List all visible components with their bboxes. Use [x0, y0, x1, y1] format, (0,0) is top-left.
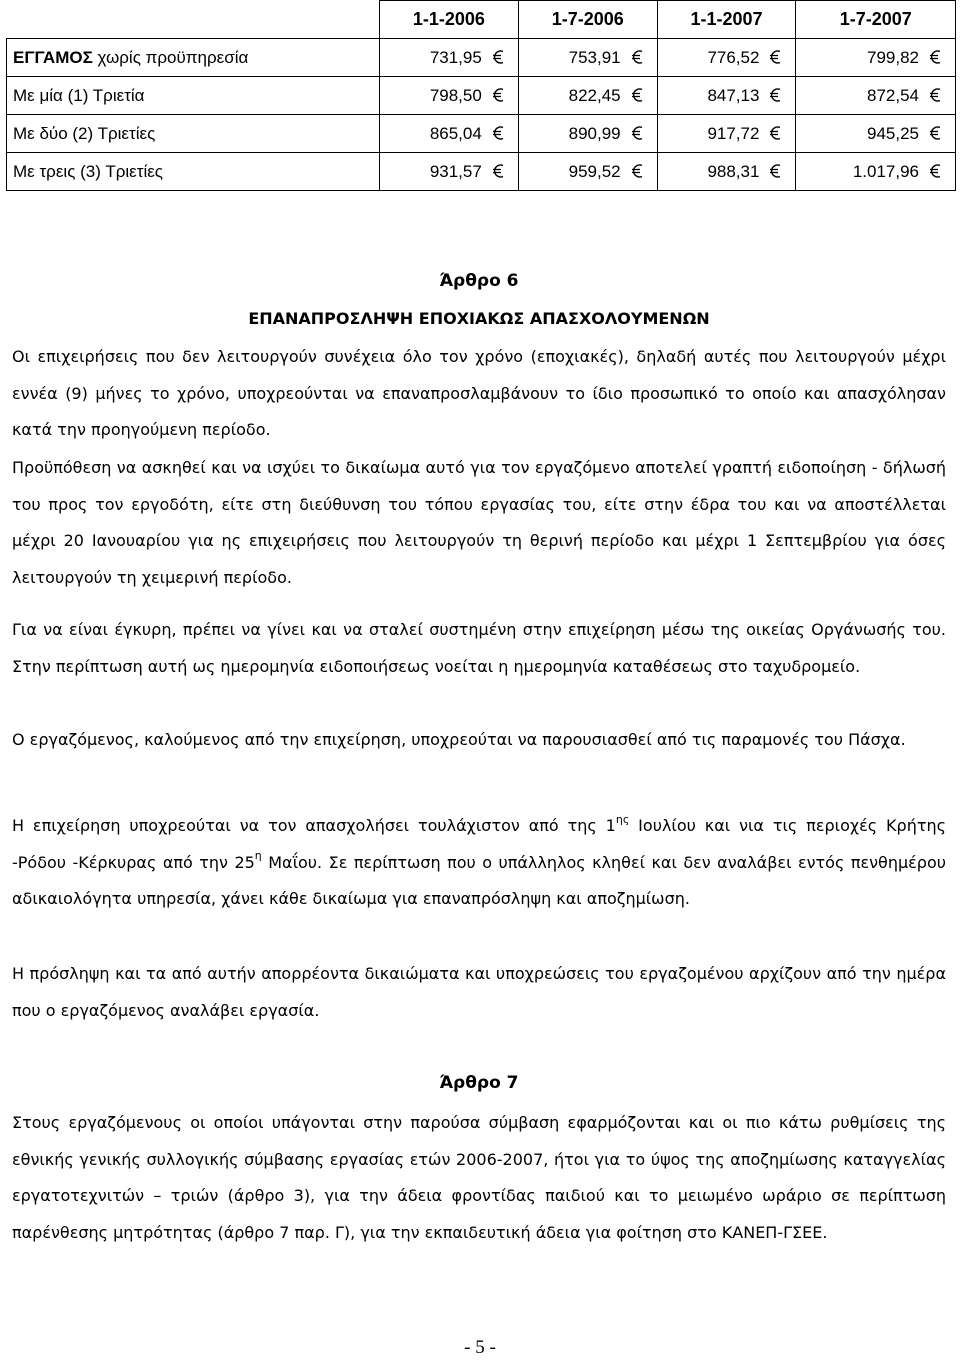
table-row — [7, 115, 956, 153]
table-cell — [796, 153, 956, 191]
cell-value: 890,99 — [568, 123, 621, 143]
row-label — [7, 77, 380, 115]
row-label-bold: ΕΓΓΑΜΟΣ — [13, 47, 93, 67]
euro-icon — [631, 87, 645, 103]
table-cell — [380, 115, 519, 153]
table-cell — [518, 77, 657, 115]
paragraph-text: Ιουλίου και νια τις περιοχές Κρήτης -Ρόδου -Κέρκυρας από την 25 — [12, 816, 947, 872]
cell-value: 731,95 — [429, 47, 482, 67]
euro-icon — [492, 163, 506, 179]
row-label — [7, 115, 380, 153]
cell-value: 798,50 — [429, 85, 482, 105]
cell-value: 931,57 — [429, 161, 482, 181]
column-header: 1-1-2006 — [380, 1, 519, 39]
column-header: 1-7-2007 — [796, 1, 956, 39]
table-cell — [518, 115, 657, 153]
euro-icon — [492, 87, 506, 103]
table-row — [7, 39, 956, 77]
cell-value: 753,91 — [568, 47, 621, 67]
euro-icon — [929, 49, 943, 65]
cell-value: 799,82 — [867, 47, 919, 67]
table-cell — [380, 153, 519, 191]
row-label-text: Με μία (1) Τριετία — [13, 85, 145, 105]
article6-paragraph-4: Ο εργαζόμενος, καλούμενος από την επιχείρηση, υποχρεούται να παρουσιασθεί από τις παραμονές του Πάσχα. — [12, 730, 906, 749]
table-cell — [796, 39, 956, 77]
cell-value: 776,52 — [707, 47, 760, 67]
euro-icon — [929, 163, 943, 179]
table-cell — [796, 115, 956, 153]
paragraph-text: Η επιχείρηση υποχρεούται να τον απασχολήσει τουλάχιστον από της 1 — [12, 816, 616, 835]
row-label-text: χωρίς προϋπηρεσία — [92, 47, 249, 67]
table-row — [7, 77, 956, 115]
euro-icon — [631, 49, 645, 65]
page-number: - 5 - — [464, 1337, 496, 1358]
euro-icon — [492, 49, 506, 65]
table-cell — [380, 77, 519, 115]
cell-value: 945,25 — [867, 123, 919, 143]
table-header-row — [7, 1, 956, 39]
table-cell — [657, 39, 796, 77]
table-cell — [657, 115, 796, 153]
cell-value: 959,52 — [568, 161, 621, 181]
cell-value: 822,45 — [568, 85, 621, 105]
euro-icon — [929, 125, 943, 141]
cell-value: 847,13 — [707, 85, 760, 105]
table-cell — [657, 77, 796, 115]
article6-title: Άρθρο 6 — [439, 271, 519, 291]
paragraph-text: Μαΐου. Σε περίπτωση που ο υπάλληλος κληθεί και δεν αναλάβει εντός πενθημέρου αδικαιολόγητα υπηρεσία, χάνει κάθε δικαίωμα για επαναπρόσληψη και αποζημίωση. — [12, 852, 946, 908]
euro-icon — [492, 125, 506, 141]
article7-paragraph-1: Στους εργαζόμενους οι οποίοι υπάγονται στην παρούσα σύμβαση εφαρμόζονται και οι πιο κάτω ρυθμίσεις της εθνικής γενικής συλλογικής σύμβασης εργασίας ετών 2006-2007, ήτοι για το ύψος της αποζημίωσης καταγγελίας εργατοτεχνιτών – τριών (άρθρο 3), για την άδεια φροντίδας παιδιού και το μειωμένο ωράριο σε περίπτωση παρένθεσης μητρότητας (άρθρο 7 παρ. Γ), για την εκπαιδευτική άδεια για φοίτηση στο ΚΑΝΕΠ-ΓΣΕΕ. — [12, 1113, 946, 1242]
article7-title: Άρθρο 7 — [439, 1073, 519, 1093]
cell-value: 865,04 — [429, 123, 482, 143]
table-row — [7, 153, 956, 191]
table-cell — [380, 39, 519, 77]
table-cell — [657, 153, 796, 191]
row-label-text: Με τρεις (3) Τριετίες — [13, 161, 163, 181]
ordinal-suffix: ης — [615, 812, 630, 826]
column-header: 1-7-2006 — [518, 1, 657, 39]
salary-table — [6, 0, 956, 191]
article6-paragraph-6: Η πρόσληψη και τα από αυτήν απορρέοντα δικαιώματα και υποχρεώσεις του εργαζομένου αρχίζουν από την ημέρα που ο εργαζόμενος αναλάβει εργασία. — [12, 964, 946, 1020]
article6-paragraph-3: Για να είναι έγκυρη, πρέπει να γίνει και να σταλεί συστημένη στην επιχείρηση μέσω της οικείας Οργάνωσής του. Στην περίπτωση αυτή ως ημερομηνία ειδοποιήσεως νοείται η ημερομηνία καταθέσεως στο ταχυδρομείο. — [12, 620, 946, 676]
article6-subtitle: ΕΠΑΝΑΠΡΟΣΛΗΨΗ ΕΠΟΧΙΑΚΩΣ ΑΠΑΣΧΟΛΟΥΜΕΝΩΝ — [248, 309, 710, 328]
column-header: 1-1-2007 — [657, 1, 796, 39]
cell-value: 917,72 — [707, 123, 760, 143]
cell-value: 988,31 — [707, 161, 760, 181]
table-cell — [518, 153, 657, 191]
row-label — [7, 39, 380, 77]
article6-paragraph-1: Οι επιχειρήσεις που δεν λειτουργούν συνέχεια όλο τον χρόνο (εποχιακές), δηλαδή αυτές που λειτουργούν μέχρι εννέα (9) μήνες το χρόνο, υποχρεούνται να επαναπροσλαμβάνουν το ίδιο προσωπικό το οποίο και απασχόλησαν κατά την προηγούμενη περίοδο. — [12, 347, 946, 439]
euro-icon — [769, 87, 783, 103]
euro-icon — [769, 125, 783, 141]
article6-paragraph-2: Προϋπόθεση να ασκηθεί και να ισχύει το δικαίωμα αυτό για τον εργαζόμενο αποτελεί γραπτή ειδοποίηση - δήλωσή του προς τον εργοδότη, είτε στη διεύθυνση του τόπου εργασίας του, είτε στην έδρα του και να αποστέλλεται μέχρι 20 Ιανουαρίου για ης επιχειρήσεις που λειτουργούν τη θερινή περίοδο και μέχρι 1 Σεπτεμβρίου για όσες λειτουργούν τη χειμερινή περίοδο. — [12, 458, 946, 587]
row-label-text: Με δύο (2) Τριετίες — [13, 123, 156, 143]
article6-paragraph-5 — [12, 808, 946, 918]
table-cell — [796, 77, 956, 115]
table-corner — [7, 1, 380, 39]
cell-value: 1.017,96 — [852, 161, 919, 181]
row-label — [7, 153, 380, 191]
table-cell — [518, 39, 657, 77]
cell-value: 872,54 — [867, 85, 919, 105]
ordinal-suffix: η — [254, 849, 262, 863]
euro-icon — [929, 87, 943, 103]
euro-icon — [769, 163, 783, 179]
euro-icon — [769, 49, 783, 65]
euro-icon — [631, 125, 645, 141]
euro-icon — [631, 163, 645, 179]
